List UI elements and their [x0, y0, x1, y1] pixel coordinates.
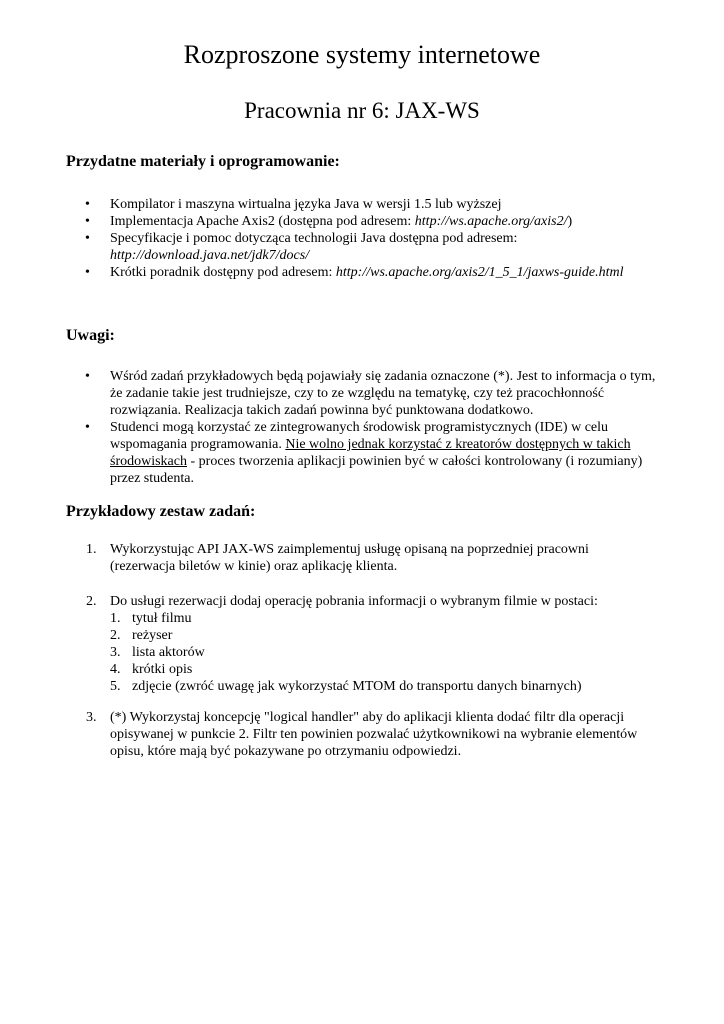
subitem-number: 4. [110, 662, 121, 677]
axis2-link[interactable]: http://ws.apache.org/axis2/ [414, 214, 568, 229]
list-item-text: Kompilator i maszyna wirtualna języka Java w wersji 1.5 lub wyższej [110, 197, 502, 212]
document-title: Rozproszone systemy internetowe [183, 40, 541, 69]
subitem [110, 661, 636, 678]
materials-heading: Przydatne materiały i oprogramowanie: [66, 153, 340, 170]
note-text-continued: - proces tworzenia aplikacji powinien być w całości kontrolowany (i rozumiany) przez studenta. [110, 454, 643, 486]
task-text: Wykorzystując API JAX-WS zaimplementuj usługę opisaną na poprzedniej pracowni (rezerwacja biletów w kinie) oraz aplikację klienta. [110, 542, 589, 574]
task-text: Do usługi rezerwacji dodaj operację pobrania informacji o wybranym filmie w postaci: [110, 594, 598, 609]
subitem-number: 1. [110, 611, 121, 626]
subitem-number: 3. [110, 645, 121, 660]
tasks-list [66, 541, 636, 575]
tasks-heading: Przykładowy zestaw zadań: [66, 503, 256, 520]
subitem [110, 644, 636, 661]
notes-heading: Uwagi: [66, 327, 115, 344]
task-item [66, 709, 666, 760]
list-item-text: Specyfikacje i pomoc dotycząca technologii Java dostępna pod adresem: [110, 231, 518, 246]
subitem [110, 627, 636, 644]
list-item: • Specyfikacje i pomoc dotycząca technologii Java dostępna pod adresem: http://download.java.net/jdk7/docs/ [85, 231, 518, 263]
list-item-suffix: ) [567, 214, 573, 229]
document-subtitle: Pracownia nr 6: JAX-WS [244, 98, 480, 123]
list-item-text: Krótki poradnik dostępny pod adresem: [110, 265, 336, 280]
list-item-text: Implementacja Apache Axis2 (dostępna pod adresem: [110, 214, 415, 229]
java-docs-link[interactable]: http://download.java.net/jdk7/docs/ [110, 248, 310, 263]
task-number: 1. [86, 542, 97, 557]
note-warning-underlined: Nie wolno jednak korzystać z kreatorów dostępnych w takich środowiskach [110, 437, 631, 469]
note-text: Wśród zadań przykładowych będą pojawiały się zadania oznaczone (*). Jest to informacja o tym, że zadanie takie jest trudniejsze, czy to ze względu na tematykę, czy też pracochłonność rozwiązania. Realizacja takich zadań powinna być punktowana dodatkowo. [110, 369, 656, 418]
task-item [66, 593, 636, 695]
list-item: • Krótki poradnik dostępny pod adresem: http://ws.apache.org/axis2/1_5_1/jaxws-guide.html [85, 265, 624, 280]
tasks-list-3 [66, 709, 666, 760]
jaxws-guide-link[interactable]: http://ws.apache.org/axis2/1_5_1/jaxws-guide.html [335, 265, 624, 280]
task-number: 3. [86, 710, 97, 725]
subitem-number: 5. [110, 679, 121, 694]
task-item [66, 541, 636, 575]
subitem-text: reżyser [132, 628, 173, 643]
subitem [110, 678, 636, 695]
task-number: 2. [86, 594, 97, 609]
subitem-text: krótki opis [132, 662, 193, 677]
list-item: • Implementacja Apache Axis2 (dostępna pod adresem: http://ws.apache.org/axis2/) [85, 214, 573, 229]
list-item: • Wśród zadań przykładowych będą pojawiały się zadania oznaczone (*). Jest to informacja o tym, że zadanie takie jest trudniejsze, czy to ze względu na tematykę, czy też pracochłonność rozwiązania. Realizacja takich zadań powinna być punktowana dodatkowo. [85, 369, 656, 418]
list-item: • Kompilator i maszyna wirtualna języka Java w wersji 1.5 lub wyższej [85, 197, 502, 212]
notes-list [66, 368, 660, 487]
list-item: • Studenci mogą korzystać ze zintegrowanych środowisk programistycznych (IDE) w celu wspomagania programowania. Nie wolno jednak korzystać z kreatorów dostępnych w takich środowiskach - proces tworzenia aplikacji powinien być w całości kontrolowany (i rozumiany) przez studenta. [85, 420, 643, 486]
subitem-text: zdjęcie (zwróć uwagę jak wykorzystać MTOM do transportu danych binarnych) [132, 679, 582, 694]
subitem-text: tytuł filmu [132, 611, 192, 626]
task-subitems [110, 610, 636, 695]
note-text: Studenci mogą korzystać ze zintegrowanych środowisk programistycznych (IDE) w celu wspomagania programowania. [110, 420, 609, 452]
subitem-text: lista aktorów [132, 645, 205, 660]
task-text: (*) Wykorzystaj koncepcję "logical handler" aby do aplikacji klienta dodać filtr dla operacji opisywanej w punkcie 2. Filtr ten powinien pozwalać użytkownikowi na wybranie elementów opisu, które mają być pokazywane po otrzymaniu odpowiedzi. [110, 710, 638, 759]
subitem [110, 610, 636, 627]
materials-list [66, 196, 666, 281]
subitem-number: 2. [110, 628, 121, 643]
tasks-list-2 [66, 593, 636, 695]
